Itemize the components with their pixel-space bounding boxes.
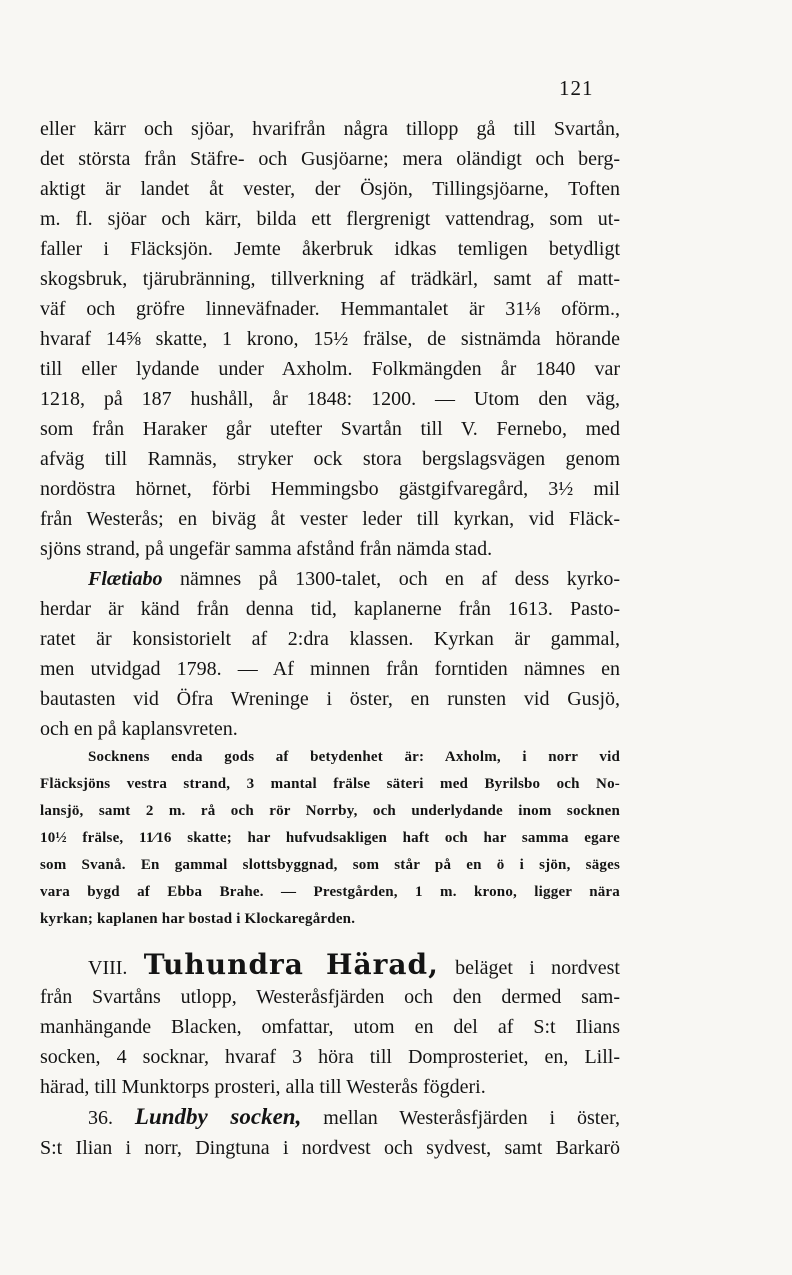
section-numeral: VIII. xyxy=(88,957,128,979)
text-line: som Svanå. En gammal slottsbyggnad, som står på en ö i sjön, säges xyxy=(40,857,620,873)
text-line: faller i Fläcksjön. Jemte åkerbruk idkas temligen betydligt xyxy=(40,238,620,260)
text-span: mellan Westeråsfjärden i öster, xyxy=(323,1107,620,1129)
place-name-italic: Flætiabo xyxy=(88,568,163,590)
text-line: från Westerås; en biväg åt vester leder till kyrkan, vid Fläck- xyxy=(40,508,620,530)
text-line xyxy=(40,564,620,594)
text-line: aktigt är landet åt vester, der Ösjön, Tillingsjöarne, Toften xyxy=(40,178,620,200)
text-line: kyrkan; kaplanen har bostad i Klockaregården. xyxy=(40,911,356,927)
text-line: 1218, på 187 hushåll, år 1848: 1200. — Utom den väg, xyxy=(40,388,620,410)
text-line: vara bygd af Ebba Brahe. — Prestgården, 1 m. krono, ligger nära xyxy=(40,884,620,900)
text-line: till eller lydande under Axholm. Folkmängden år 1840 var xyxy=(40,358,620,380)
section-heading-line xyxy=(40,948,620,982)
page-number: 121 xyxy=(559,76,594,100)
text-line: herdar är känd från denna tid, kaplanerne från 1613. Pasto- xyxy=(40,598,620,620)
text-line: Socknens enda gods af betydenhet är: Axholm, i norr vid xyxy=(88,749,620,765)
text-line: nordöstra hörnet, förbi Hemmingsbo gästgifvaregård, 3½ mil xyxy=(40,478,620,500)
section-number: 36. xyxy=(88,1107,113,1129)
text-line: m. fl. sjöar och kärr, bilda ett flergrenigt vattendrag, som ut- xyxy=(40,208,620,230)
text-line: ratet är konsistorielt af 2:dra klassen. Kyrkan är gammal, xyxy=(40,628,620,650)
text-line: men utvidgad 1798. — Af minnen från forntiden nämnes en xyxy=(40,658,620,680)
text-span: beläget i nordvest xyxy=(455,957,620,979)
text-line: afväg till Ramnäs, stryker ock stora bergslagsvägen genom xyxy=(40,448,620,470)
text-line: socken, 4 socknar, hvaraf 3 höra till Domprosteriet, en, Lill- xyxy=(40,1046,620,1068)
section-title: Lundby socken, xyxy=(134,1104,302,1129)
text-line: lansjö, samt 2 m. rå och rör Norrby, och underlydande inom socknen xyxy=(40,803,620,819)
text-line: och en på kaplansvreten. xyxy=(40,718,238,740)
text-line: från Svartåns utlopp, Westeråsfjärden och den dermed sam- xyxy=(40,986,620,1008)
text-span: nämnes på 1300-talet, och en af dess kyrko- xyxy=(180,568,620,590)
text-line: bautasten vid Öfra Wreninge i öster, en runsten vid Gusjö, xyxy=(40,688,620,710)
text-line: manhängande Blacken, omfattar, utom en del af S:t Ilians xyxy=(40,1016,620,1038)
text-line: väf och gröfre linneväfnader. Hemmantalet är 31⅛ oförm., xyxy=(40,298,620,320)
text-line: skogsbruk, tjärubränning, tillverkning af trädkärl, samt af matt- xyxy=(40,268,620,290)
text-line: hvaraf 14⅝ skatte, 1 krono, 15½ frälse, de sistnämda hörande xyxy=(40,328,620,350)
section-title: Tuhundra Härad, xyxy=(143,948,439,981)
text-line: eller kärr och sjöar, hvarifrån några tillopp gå till Svartån, xyxy=(40,118,620,140)
text-line: det största från Stäfre- och Gusjöarne; mera oländigt och berg- xyxy=(40,148,620,170)
text-line: härad, till Munktorps prosteri, alla till Westerås fögderi. xyxy=(40,1076,486,1098)
text-line: sjöns strand, på ungefär samma afstånd från nämda stad. xyxy=(40,538,493,560)
text-line: S:t Ilian i norr, Dingtuna i nordvest och sydvest, samt Barkarö xyxy=(40,1137,620,1159)
text-line: som från Haraker går utefter Svartån till V. Fernebo, med xyxy=(40,418,620,440)
text-line: 10½ frälse, 11⁄16 skatte; har hufvudsakligen haft och har samma egare xyxy=(40,830,620,846)
section-heading-line xyxy=(40,1101,620,1133)
text-line: Fläcksjöns vestra strand, 3 mantal frälse säteri med Byrilsbo och No- xyxy=(40,776,620,792)
